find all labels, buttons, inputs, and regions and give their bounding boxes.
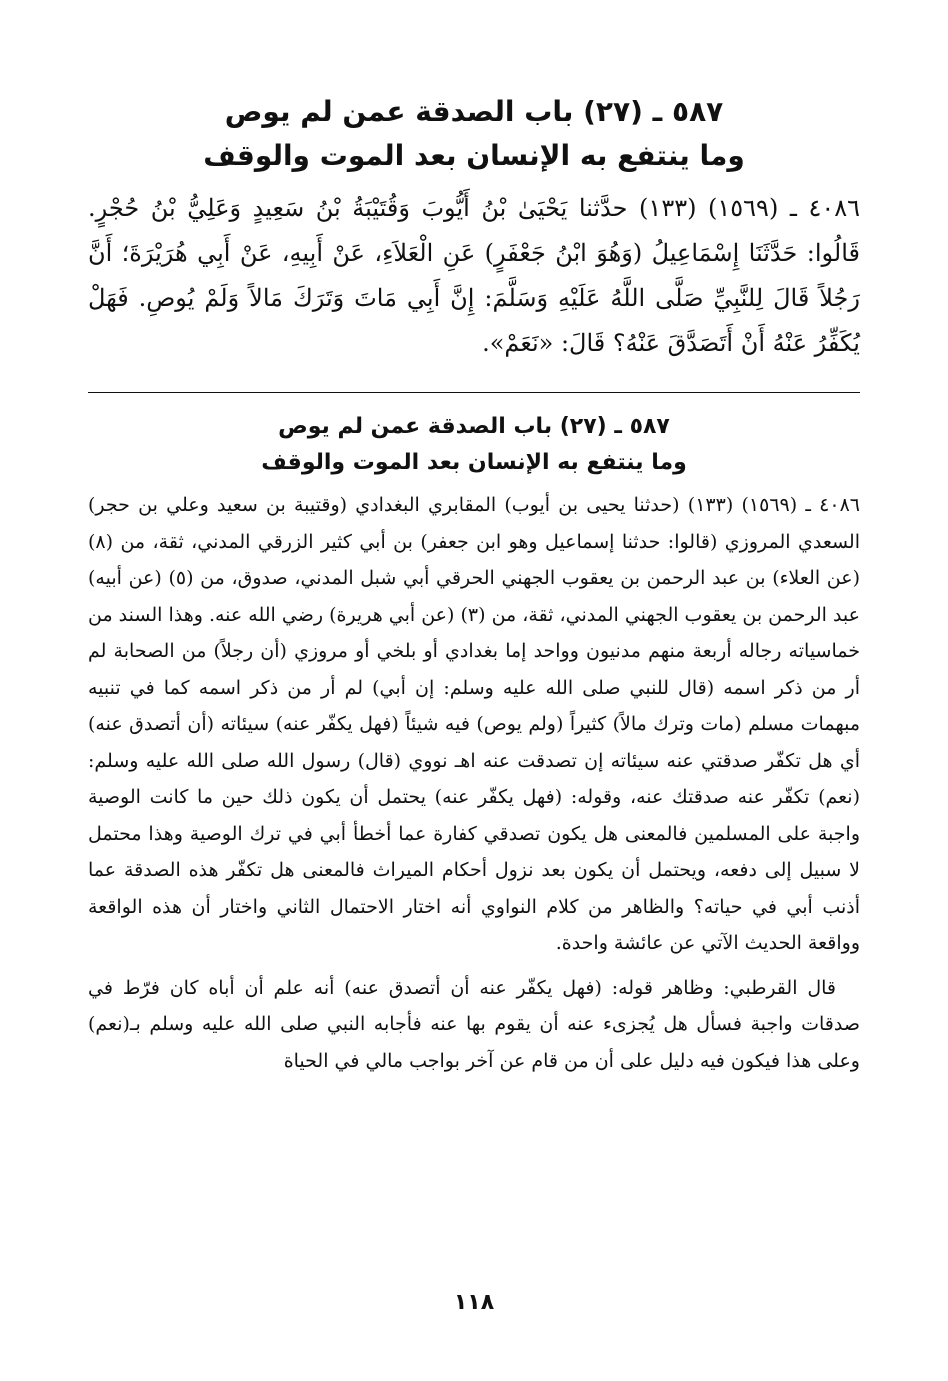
qurtubi-text: قال القرطبي: وظاهر قوله: (فهل يكفّر عنه أن أتصدق عنه) أنه علم أن أباه كان فرّط في صدقات واجبة فسأل هل يُجزىء عنه أن يقوم بها عنه فأجابه النبي صلى الله عليه وسلم بـ(نعم) وعلى هذا فيكون فيه دليل على أن من قام عن آخر بواجب مالي في الحياة bbox=[88, 976, 860, 1072]
hadith-text: ٤٠٨٦ ـ (١٥٦٩) (١٣٣) حدَّثنا يَحْيَىٰ بْنُ أَيُّوبَ وَقُتَيْبَةُ بْنُ سَعِيدٍ وَعَلِيُّ بْنُ حُجْرٍ. قَالُوا: حَدَّثَنَا إِسْمَاعِيلُ (وَهُوَ ابْنُ جَعْفَرٍ) عَنِ الْعَلاَءِ، عَنْ أَبِيهِ، عَنْ أَبِي هُرَيْرَةَ؛ أَنَّ رَجُلاً قَالَ لِلنَّبِيِّ صَلَّى اللَّهُ عَلَيْهِ وَسَلَّمَ: إِنَّ أَبِي مَاتَ وَتَرَكَ مَالاً وَلَمْ يُوصِ. فَهَلْ يُكَفِّرُ عَنْهُ أَنْ أَتَصَدَّقَ عَنْهُ؟ قَالَ: «نَعَمْ». bbox=[88, 194, 861, 357]
section-divider bbox=[88, 392, 860, 393]
commentary-heading-line-2: وما ينتفع به الإنسان بعد الموت والوقف bbox=[261, 450, 687, 475]
page-body bbox=[88, 80, 860, 1079]
page-number: ١١٨ bbox=[453, 1290, 495, 1315]
chapter-heading-line-1: ٥٨٧ ـ (٢٧) باب الصدقة عمن لم يوص bbox=[224, 95, 724, 128]
commentary-heading-line-1: ٥٨٧ ـ (٢٧) باب الصدقة عمن لم يوص bbox=[278, 414, 670, 439]
commentary-heading bbox=[88, 409, 860, 481]
chapter-heading bbox=[88, 90, 860, 178]
commentary-text: ٤٠٨٦ ـ (١٥٦٩) (١٣٣) (حدثنا يحيى بن أيوب) المقابري البغدادي (وقتيبة بن سعيد وعلي بن حجر) السعدي المروزي (قالوا: حدثنا إسماعيل وهو ابن جعفر) بن أبي كثير الزرقي المدني، ثقة، من (٨) (عن العلاء) بن عبد الرحمن بن يعقوب الجهني الحرقي أبي شبل المدني، صدوق، من (٥) (عن أبيه) عبد الرحمن بن يعقوب الجهني المدني، ثقة، من (٣) (عن أبي هريرة) رضي الله عنه. وهذا السند من خماسياته رجاله أربعة منهم مدنيون وواحد إما بغدادي أو بلخي أو مروزي (أن رجلاً) من الصحابة لم أر من ذكر اسمه (قال للنبي صلى الله عليه وسلم: إن أبي) لم أر من ذكر اسمه كما في تنبيه مبهمات مسلم (مات وترك مالاً) كثيراً (ولم يوص) فيه شيئاً (فهل يكفّر عنه) سيئاته (أن أتصدق عنه) أي هل تكفّر صدقتي عنه سيئاته إن تصدقت عنه اهـ نووي (قال) رسول الله صلى الله عليه وسلم: (نعم) تكفّر عنه صدقتك عنه، وقوله: (فهل يكفّر عنه) يحتمل أن يكون ذلك حين ما كانت الوصية واجبة على المسلمين فالمعنى هل يكون تصدقي كفارة عما أخطأ أبي في ترك الوصية وهذا محتمل لا سبيل إلى دفعه، ويحتمل أن يكون بعد نزول أحكام الميراث فالمعنى هل تكفّر هذه الصدقة عما أذنب أبي في حياته؟ والظاهر من كلام النواوي أنه اختار الاحتمال الثاني واختار أن هذه الواقعة وواقعة الحديث الآتي عن عائشة واحدة. bbox=[88, 494, 860, 954]
chapter-heading-line-2: وما ينتفع به الإنسان بعد الموت والوقف bbox=[203, 139, 745, 172]
